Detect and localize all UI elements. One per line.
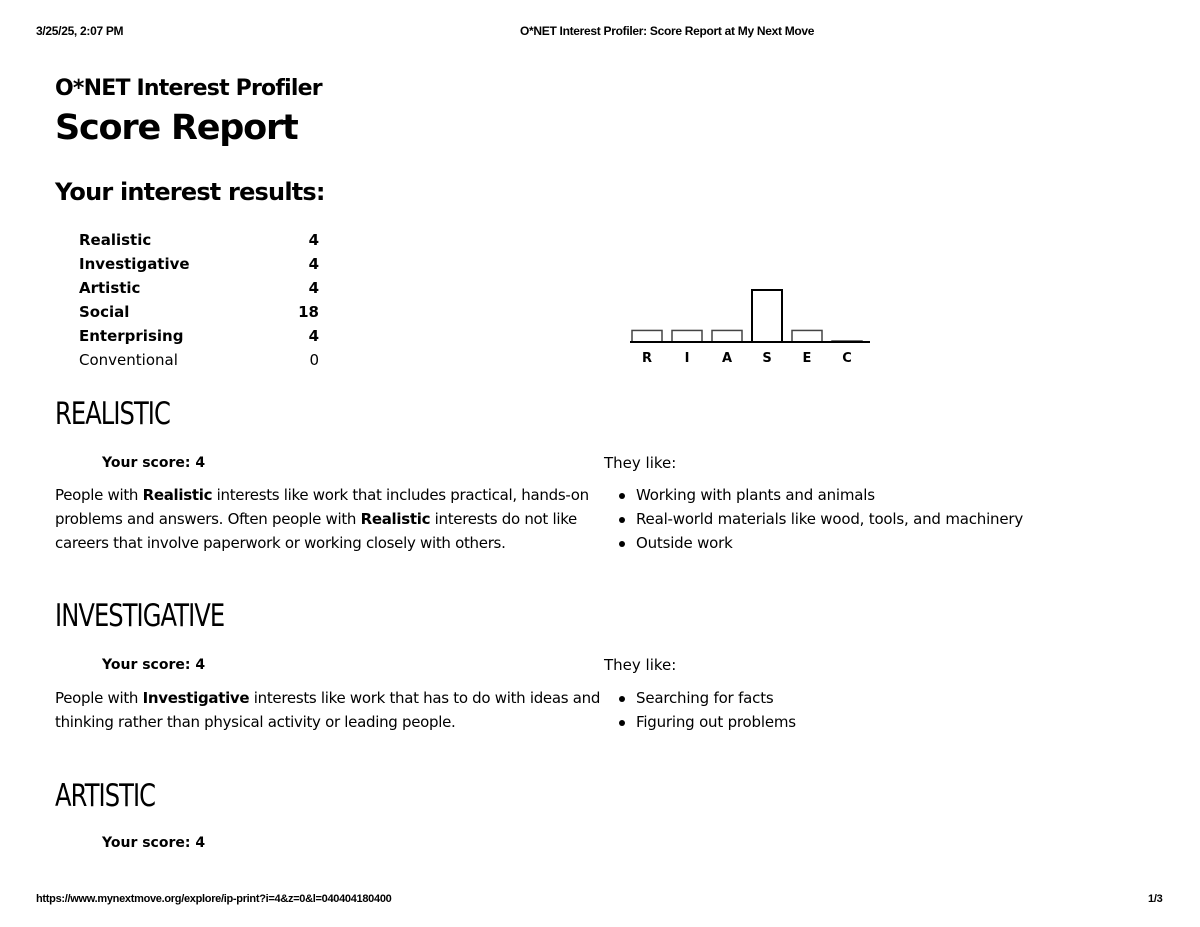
- tick-label-C: C: [842, 351, 852, 366]
- score-label: Enterprising: [79, 327, 184, 345]
- text: interests do not like careers that involve paperwork or working closely with others.: [55, 510, 577, 552]
- tick-label-E: E: [802, 351, 812, 366]
- your-score-investigative: Your score: 4: [102, 657, 206, 673]
- print-page-number: 1/3: [1148, 893, 1163, 905]
- score-value: 4: [308, 255, 319, 273]
- realistic-likes-list: [604, 483, 1023, 555]
- score-row-investigative: [79, 252, 319, 276]
- score-label: Social: [79, 303, 130, 321]
- text: interests like work that has to do with ideas and thinking rather than physical activity or leading people.: [55, 689, 601, 731]
- realistic-description: [55, 483, 615, 555]
- they-like-label: They like:: [604, 656, 677, 674]
- section-heading-artistic: ARTISTIC: [55, 778, 156, 814]
- text: People with: [55, 486, 143, 504]
- section-heading-realistic: REALISTIC: [55, 396, 170, 432]
- your-score-realistic: Your score: 4: [102, 455, 206, 471]
- your-score-artistic: Your score: 4: [102, 835, 206, 851]
- investigative-description: [55, 686, 615, 734]
- score-label: Realistic: [79, 231, 152, 249]
- score-row-conventional: [79, 348, 319, 372]
- bar-S: [752, 290, 782, 342]
- emphasis: Investigative: [142, 689, 250, 707]
- bar-R: [632, 330, 662, 342]
- they-like-label: They like:: [604, 454, 677, 472]
- results-heading: Your interest results:: [55, 178, 325, 206]
- score-row-social: [79, 300, 319, 324]
- bar-E: [792, 330, 822, 342]
- score-value: 18: [298, 303, 319, 321]
- tick-label-A: A: [721, 351, 733, 366]
- print-url: https://www.mynextmove.org/explore/ip-print?i=4&z=0&l=040404180400: [36, 893, 392, 905]
- score-label: Conventional: [79, 351, 178, 369]
- list-item: Figuring out problems: [604, 710, 796, 734]
- text: interests like work that includes practical, hands-on problems and answers. Often people with: [55, 486, 589, 528]
- page-title: Score Report: [55, 108, 298, 148]
- score-table: [79, 228, 319, 372]
- print-page-title: O*NET Interest Profiler: Score Report at My Next Move: [520, 24, 815, 38]
- list-item: Real-world materials like wood, tools, and machinery: [604, 507, 1023, 531]
- score-value: 4: [308, 327, 319, 345]
- riasec-bar-chart: [620, 280, 880, 370]
- score-label: Artistic: [79, 279, 141, 297]
- score-value: 4: [308, 231, 319, 249]
- score-label: Investigative: [79, 255, 190, 273]
- print-datetime: 3/25/25, 2:07 PM: [36, 24, 124, 38]
- list-item: Working with plants and animals: [604, 483, 1023, 507]
- tick-label-I: I: [684, 351, 690, 366]
- score-row-artistic: [79, 276, 319, 300]
- emphasis: Realistic: [142, 486, 213, 504]
- score-value: 0: [309, 351, 319, 369]
- tick-label-S: S: [762, 351, 772, 366]
- report-kicker: O*NET Interest Profiler: [55, 76, 322, 101]
- score-value: 4: [308, 279, 319, 297]
- text: People with: [55, 689, 143, 707]
- score-row-realistic: [79, 228, 319, 252]
- section-heading-investigative: INVESTIGATIVE: [55, 598, 225, 634]
- list-item: Outside work: [604, 531, 1023, 555]
- emphasis: Realistic: [360, 510, 431, 528]
- bar-I: [672, 330, 702, 342]
- score-row-enterprising: [79, 324, 319, 348]
- list-item: Searching for facts: [604, 686, 796, 710]
- tick-label-R: R: [641, 351, 653, 366]
- investigative-likes-list: [604, 686, 796, 734]
- bar-A: [712, 330, 742, 342]
